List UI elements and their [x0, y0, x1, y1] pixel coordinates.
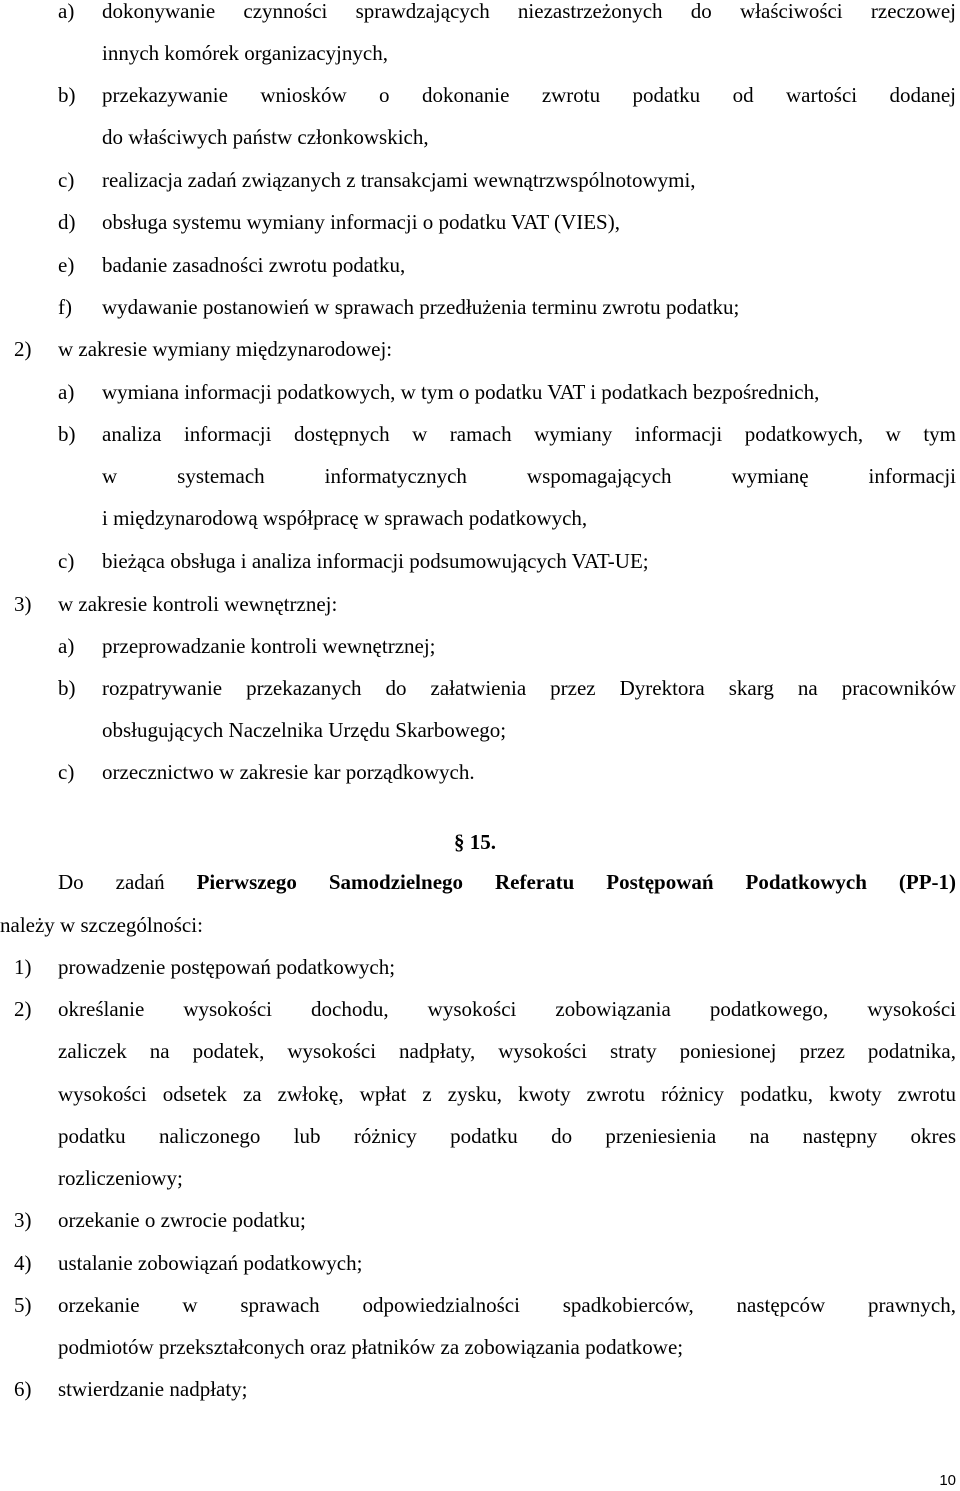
list-item-label: 1)	[14, 955, 32, 979]
list-item-text: do właściwych państw członkowskich,	[102, 125, 429, 149]
list-item-label: c)	[58, 549, 75, 573]
list-item-text: podmiotów przekształconych oraz płatników za zobowiązania podatkowe;	[58, 1335, 684, 1359]
list-item-label: 3)	[14, 592, 32, 616]
section-intro	[58, 867, 956, 897]
list-item-text: stwierdzanie nadpłaty;	[58, 1377, 248, 1401]
list-item-text: i międzynarodową współpracę w sprawach podatkowych,	[102, 506, 588, 530]
list-item-label: 6)	[14, 1377, 32, 1401]
list-item-text: w systemach informatycznych wspomagających wymianę informacji	[102, 464, 956, 488]
list-item-label: 2)	[14, 337, 32, 361]
list-item-text: innych komórek organizacyjnych,	[102, 41, 388, 65]
section-intro-continuation: należy w szczególności:	[0, 913, 203, 937]
list-item-label: a)	[58, 0, 75, 23]
list-item-label: 2)	[14, 997, 32, 1021]
section-heading: § 15.	[454, 830, 496, 854]
list-item-text: podatku naliczonego lub różnicy podatku do przeniesienia na następny okres	[58, 1124, 956, 1148]
list-item-label: c)	[58, 760, 75, 784]
list-item-text: wydawanie postanowień w sprawach przedłużenia terminu zwrotu podatku;	[102, 295, 740, 319]
list-item-text: dokonywanie czynności sprawdzających niezastrzeżonych do właściwości rzeczowej	[102, 0, 956, 23]
list-item-text: zaliczek na podatek, wysokości nadpłaty, wysokości straty poniesionej przez podatnika,	[58, 1039, 956, 1063]
intro-prefix: Do zadań	[58, 870, 165, 894]
list-item-text: prowadzenie postępowań podatkowych;	[58, 955, 396, 979]
list-item-label: b)	[58, 676, 76, 700]
list-item-label: c)	[58, 168, 75, 192]
list-item-label: d)	[58, 210, 76, 234]
list-item-text: obsługujących Naczelnika Urzędu Skarbowego;	[102, 718, 507, 742]
list-item-text: określanie wysokości dochodu, wysokości zobowiązania podatkowego, wysokości	[58, 997, 956, 1021]
list-item-text: realizacja zadań związanych z transakcjami wewnątrzwspólnotowymi,	[102, 168, 696, 192]
list-item-text: w zakresie wymiany międzynarodowej:	[58, 337, 393, 361]
list-item-text: analiza informacji dostępnych w ramach wymiany informacji podatkowych, w tym	[102, 422, 956, 446]
list-item-text: przeprowadzanie kontroli wewnętrznej;	[102, 634, 436, 658]
list-item-label: e)	[58, 253, 75, 277]
list-item-text: rozliczeniowy;	[58, 1166, 183, 1190]
list-item-label: a)	[58, 634, 75, 658]
list-item-text: badanie zasadności zwrotu podatku,	[102, 253, 406, 277]
list-item-text: w zakresie kontroli wewnętrznej:	[58, 592, 338, 616]
page-number: 10	[939, 1472, 956, 1489]
list-item-label: f)	[58, 295, 72, 319]
list-item-label: b)	[58, 83, 76, 107]
list-item-text: wysokości odsetek za zwłokę, wpłat z zysku, kwoty zwrotu różnicy podatku, kwoty zwrotu	[58, 1082, 956, 1106]
list-item-label: 3)	[14, 1208, 32, 1232]
list-item-label: b)	[58, 422, 76, 446]
list-item-text: bieżąca obsługa i analiza informacji podsumowujących VAT-UE;	[102, 549, 649, 573]
list-item-text: orzekanie o zwrocie podatku;	[58, 1208, 306, 1232]
list-item-text: orzekanie w sprawach odpowiedzialności spadkobierców, następców prawnych,	[58, 1293, 956, 1317]
list-item-text: obsługa systemu wymiany informacji o podatku VAT (VIES),	[102, 210, 620, 234]
list-item-text: orzecznictwo w zakresie kar porządkowych.	[102, 760, 475, 784]
department-name: Pierwszego Samodzielnego Referatu Postępowań Podatkowych (PP-1)	[196, 870, 956, 894]
list-item-label: 5)	[14, 1293, 32, 1317]
list-item-text: rozpatrywanie przekazanych do załatwienia przez Dyrektora skarg na pracowników	[102, 676, 956, 700]
list-item-text: wymiana informacji podatkowych, w tym o podatku VAT i podatkach bezpośrednich,	[102, 380, 820, 404]
list-item-text: przekazywanie wniosków o dokonanie zwrotu podatku od wartości dodanej	[102, 83, 956, 107]
list-item-label: 4)	[14, 1251, 32, 1275]
list-item-text: ustalanie zobowiązań podatkowych;	[58, 1251, 363, 1275]
list-item-label: a)	[58, 380, 75, 404]
